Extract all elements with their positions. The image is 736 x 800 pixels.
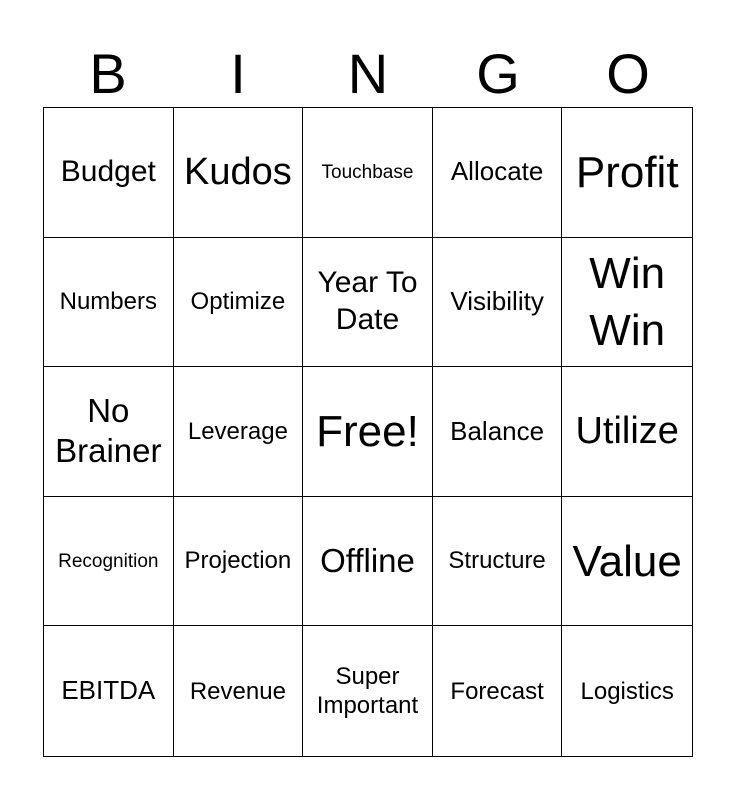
bingo-cell-r4c5[interactable]: Value <box>562 497 692 627</box>
bingo-cell-r5c5[interactable]: Logistics <box>580 677 674 705</box>
bingo-cell-r5c3[interactable]: Super Important <box>303 626 433 756</box>
bingo-cell-r5c1[interactable]: EBITDA <box>44 626 174 756</box>
bingo-board <box>43 107 693 757</box>
bingo-cell-r2c4[interactable]: Visibility <box>433 238 563 368</box>
bingo-cell-r3c5[interactable]: Utilize <box>562 367 692 497</box>
header-letter-i: I <box>230 42 246 105</box>
bingo-cell-r1c5[interactable]: Profit <box>562 108 692 238</box>
bingo-cell-r3c1[interactable]: No Brainer <box>44 367 174 497</box>
bingo-cell-r2c1[interactable]: Numbers <box>44 238 174 368</box>
bingo-header <box>43 44 693 104</box>
bingo-cell-r4c2[interactable]: Projection <box>174 497 304 627</box>
bingo-cell-r4c4[interactable]: Structure <box>433 497 563 627</box>
bingo-cell-r1c2[interactable]: Kudos <box>174 108 304 238</box>
bingo-cell-r3c4[interactable]: Balance <box>433 367 563 497</box>
bingo-cell-r2c2[interactable]: Optimize <box>174 238 304 368</box>
bingo-cell-r3c2[interactable]: Leverage <box>174 367 304 497</box>
bingo-cell-r4c3[interactable]: Offline <box>303 497 433 627</box>
bingo-cell-free[interactable]: Free! <box>303 367 433 497</box>
header-letter-g: G <box>476 42 520 105</box>
bingo-cell-r1c1[interactable]: Budget <box>44 108 174 238</box>
header-letter-n: N <box>347 42 389 105</box>
bingo-cell-r2c3[interactable]: Year To Date <box>303 238 433 368</box>
header-letter-b: B <box>89 42 127 105</box>
bingo-cell-r2c5[interactable]: Win Win <box>562 238 692 368</box>
bingo-cell-r5c2[interactable]: Revenue <box>174 626 304 756</box>
bingo-cell-r1c4[interactable]: Allocate <box>433 108 563 238</box>
bingo-cell-r1c3[interactable]: Touchbase <box>303 108 433 238</box>
bingo-cell-r5c4[interactable]: Forecast <box>433 626 563 756</box>
bingo-cell-r4c1[interactable]: Recognition <box>44 497 174 627</box>
header-letter-o: O <box>606 42 650 105</box>
